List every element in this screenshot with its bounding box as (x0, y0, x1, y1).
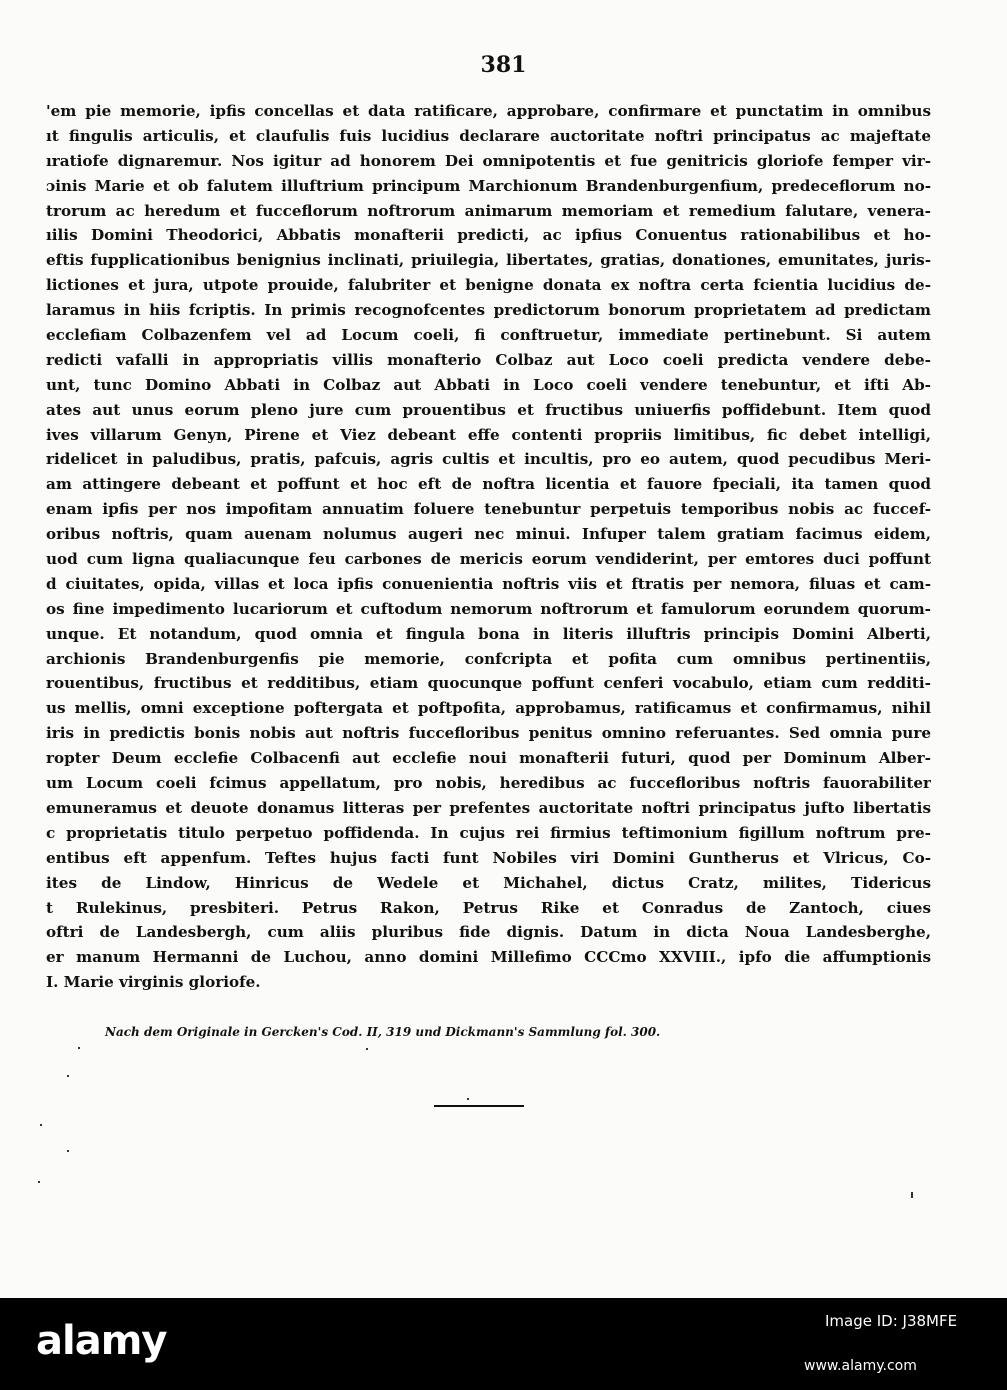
text-line: uod cum ligna qualiacunque feu carbones de mericis eorum vendiderint, per emtores duci poffunt (46, 550, 931, 569)
speck (467, 1098, 469, 1100)
text-line: unt, tunc Domino Abbati in Colbaz aut Abbati in Loco coeli vendere tenebuntur, et ifti Ab- (46, 375, 931, 394)
watermark-image-id: Image ID: J38MFE (825, 1312, 958, 1330)
text-line: ıilis Domini Theodorici, Abbatis monafterii predicti, ac ipfius Conuentus rationabilibus et ho- (46, 226, 931, 245)
speck (78, 1047, 80, 1049)
speck (38, 1181, 40, 1183)
text-line: ıratiofe dignaremur. Nos igitur ad honorem Dei omnipotentis et fue genitricis gloriofe femper vir- (46, 151, 931, 170)
text-line: archionis Brandenburgenfis pie memorie, confcripta et pofita cum omnibus pertinentiis, (46, 649, 931, 668)
text-line: ropter Deum ecclefie Colbacenfi aut ecclefie noui monafterii futuri, quod per Dominum Alber- (46, 749, 931, 768)
text-line: trorum ac heredum et fucceflorum noftrorum animarum memoriam et remedium falutare, venera- (46, 201, 931, 220)
watermark-bar (0, 1298, 1007, 1390)
text-line: redicti vafalli in appropriatis villis monafterio Colbaz aut Loco coeli predicta vendere debe- (46, 350, 931, 369)
text-line: am attingere debeant et poffunt et hoc eft de noftra licentia et fauore fpeciali, ita tamen quod (46, 475, 931, 494)
text-line: ıt fingulis articulis, et claufulis fuis lucidius declarare auctoritate noftri principatus ac majeftate (46, 126, 931, 145)
closing-rule (434, 1105, 524, 1107)
text-line: oribus noftris, quam auenam nolumus augeri nec minui. Infuper talem gratiam facimus eidem, (46, 525, 931, 544)
text-line: er manum Hermanni de Luchou, anno domini Millefimo CCCmo XXVIII., ipfo die affumptionis (46, 948, 931, 967)
speck (40, 1124, 42, 1126)
text-line: rouentibus, fructibus et redditibus, etiam quocunque poffunt cenferi vocabulo, etiam cum redditi- (46, 674, 931, 693)
text-line: lictiones et jura, utpote prouide, falubriter et benigne donata ex noftra certa fcientia lucidius de- (46, 276, 931, 295)
charter-text (46, 99, 931, 995)
speck (911, 1192, 913, 1198)
text-line: emuneramus et deuote donamus litteras per prefentes auctoritate noftri principatus jufto libertatis (46, 798, 931, 817)
watermark-logo: alamy (36, 1318, 167, 1364)
text-line: ates aut unus eorum pleno jure cum prouentibus et fructibus uniuerfis poffidebunt. Item quod (46, 400, 931, 419)
text-line: iris in predictis bonis nobis aut noftris fuccefloribus penitus omnino referuantes. Sed omnia pure (46, 724, 931, 743)
text-line: c proprietatis titulo perpetuo poffidenda. In cujus rei firmius teftimonium figillum noftrum pre- (46, 823, 931, 842)
text-line: um Locum coeli fcimus appellatum, pro nobis, heredibus ac fuccefloribus noftris fauorabiliter (46, 774, 931, 793)
text-line: ridelicet in paludibus, pratis, pafcuis, agris cultis et incultis, pro eo autem, quod pecudibus Meri- (46, 450, 931, 469)
text-line: os fine impedimento lucariorum et cuftodum nemorum noftrorum et famulorum eorundem quorum- (46, 599, 931, 618)
text-line: eftis fupplicationibus benignius inclinati, priuilegia, libertates, gratias, donationes, emunitates, juris- (46, 251, 931, 270)
text-line: ecclefiam Colbazenfem vel ad Locum coeli, fi conftruetur, immediate pertinebunt. Si autem (46, 326, 931, 345)
text-line: laramus in hiis fcriptis. In primis recognofcentes predictorum bonorum proprietatem ad predictam (46, 301, 931, 320)
speck (366, 1048, 368, 1050)
text-line: unque. Et notandum, quod omnia et fingula bona in literis illuftris principis Domini Alberti, (46, 624, 931, 643)
speck (67, 1075, 69, 1077)
text-line: oftri de Landesbergh, cum aliis pluribus fide dignis. Datum in dicta Noua Landesberghe, (46, 923, 931, 942)
text-line: ɔinis Marie et ob falutem illuftrium principum Marchionum Brandenburgenfium, predeceflorum no- (46, 176, 931, 195)
watermark-url: www.alamy.com (804, 1358, 917, 1374)
text-line: us mellis, omni exceptione poftergata et poftpofita, approbamus, ratificamus et confirmamus, nihil (46, 699, 931, 718)
text-line: 'em pie memorie, ipfis concellas et data ratificare, approbare, confirmare et punctatim in omnibus (46, 102, 931, 120)
source-note: Nach dem Originale in Gercken's Cod. II, 319 und Dickmann's Sammlung fol. 300. (105, 1025, 661, 1039)
text-line: t Rulekinus, presbiteri. Petrus Rakon, Petrus Rike et Conradus de Zantoch, ciues (46, 898, 931, 917)
text-line: d ciuitates, opida, villas et loca ipfis conuenientia noftris viis et ftratis per nemora, filuas et cam- (46, 574, 931, 593)
text-line: ites de Lindow, Hinricus de Wedele et Michahel, dictus Cratz, milites, Tidericus (46, 873, 931, 892)
text-line: enam ipfis per nos impofitam annuatim foluere tenebuntur perpetuis temporibus nobis ac fuccef- (46, 500, 931, 519)
page-number: 381 (480, 52, 527, 78)
speck (67, 1150, 69, 1152)
text-line: I. Marie virginis gloriofe. (46, 973, 261, 992)
text-line: entibus eft appenfum. Teftes hujus facti funt Nobiles viri Domini Guntherus et Vlricus, Co- (46, 848, 931, 867)
text-line: ives villarum Genyn, Pirene et Viez debeant effe contenti propriis limitibus, fic debet intelligi, (46, 425, 931, 444)
